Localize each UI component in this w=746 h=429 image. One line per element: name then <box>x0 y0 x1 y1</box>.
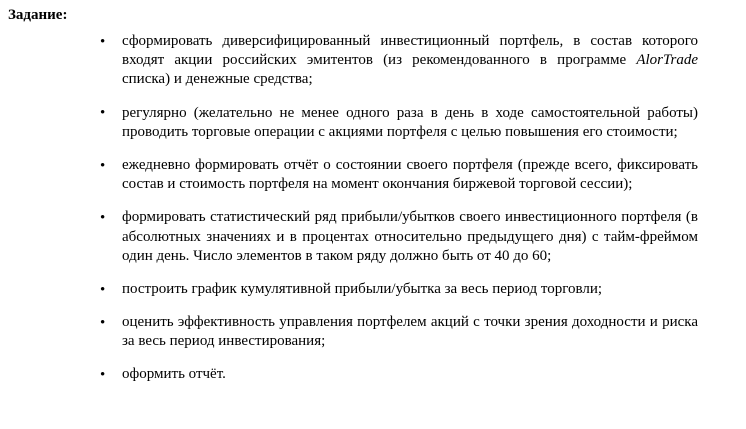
list-item <box>98 32 698 90</box>
list-item <box>98 156 698 194</box>
list-item <box>98 313 698 351</box>
list-item-text: ежедневно формировать отчёт о состоянии своего портфеля (прежде всего, фиксировать состав и стоимость портфеля на момент окончания биржевой торговой сессии); <box>122 156 698 193</box>
list-item-text <box>122 32 698 90</box>
list-item <box>98 280 698 299</box>
bullet-icon: • <box>100 314 106 331</box>
list-item-text: оценить эффективность управления портфелем акций с точки зрения доходности и риска за весь период инвестирования; <box>122 314 698 350</box>
list-item <box>98 104 698 142</box>
task-list <box>6 32 736 385</box>
list-item-text-italic: AlorTrade <box>636 52 698 69</box>
bullet-icon: • <box>100 367 106 384</box>
list-item-text: построить график кумулятивной прибыли/убытка за весь период торговли; <box>122 280 603 297</box>
list-item-text: оформить отчёт. <box>122 366 226 383</box>
bullet-icon: • <box>100 105 106 122</box>
list-item-text-post: списка) и денежные средства; <box>122 71 313 88</box>
list-item-text-pre: сформировать диверсифицированный инвестиционный портфель, в состав которого входят акции российских эмитентов (из рекомендованного в программе <box>122 33 698 69</box>
bullet-icon: • <box>100 210 106 227</box>
page-title: Задание: <box>8 7 68 23</box>
list-item <box>98 208 698 266</box>
list-item <box>98 365 698 384</box>
bullet-icon: • <box>100 33 106 50</box>
bullet-icon: • <box>100 281 106 298</box>
bullet-icon: • <box>100 157 106 174</box>
list-item-text: регулярно (желательно не менее одного раза в день в ходе самостоятельной работы) проводить торговые операции с акциями портфеля с целью повышения его стоимости; <box>122 104 698 140</box>
list-item-text: формировать статистический ряд прибыли/убытков своего инвестиционного портфеля (в абсолютных значениях и в процентах относительно предыдущего дня) с тайм-фреймом один день. Число элементов в таком ряду должно быть от 40 до 60; <box>122 209 698 264</box>
